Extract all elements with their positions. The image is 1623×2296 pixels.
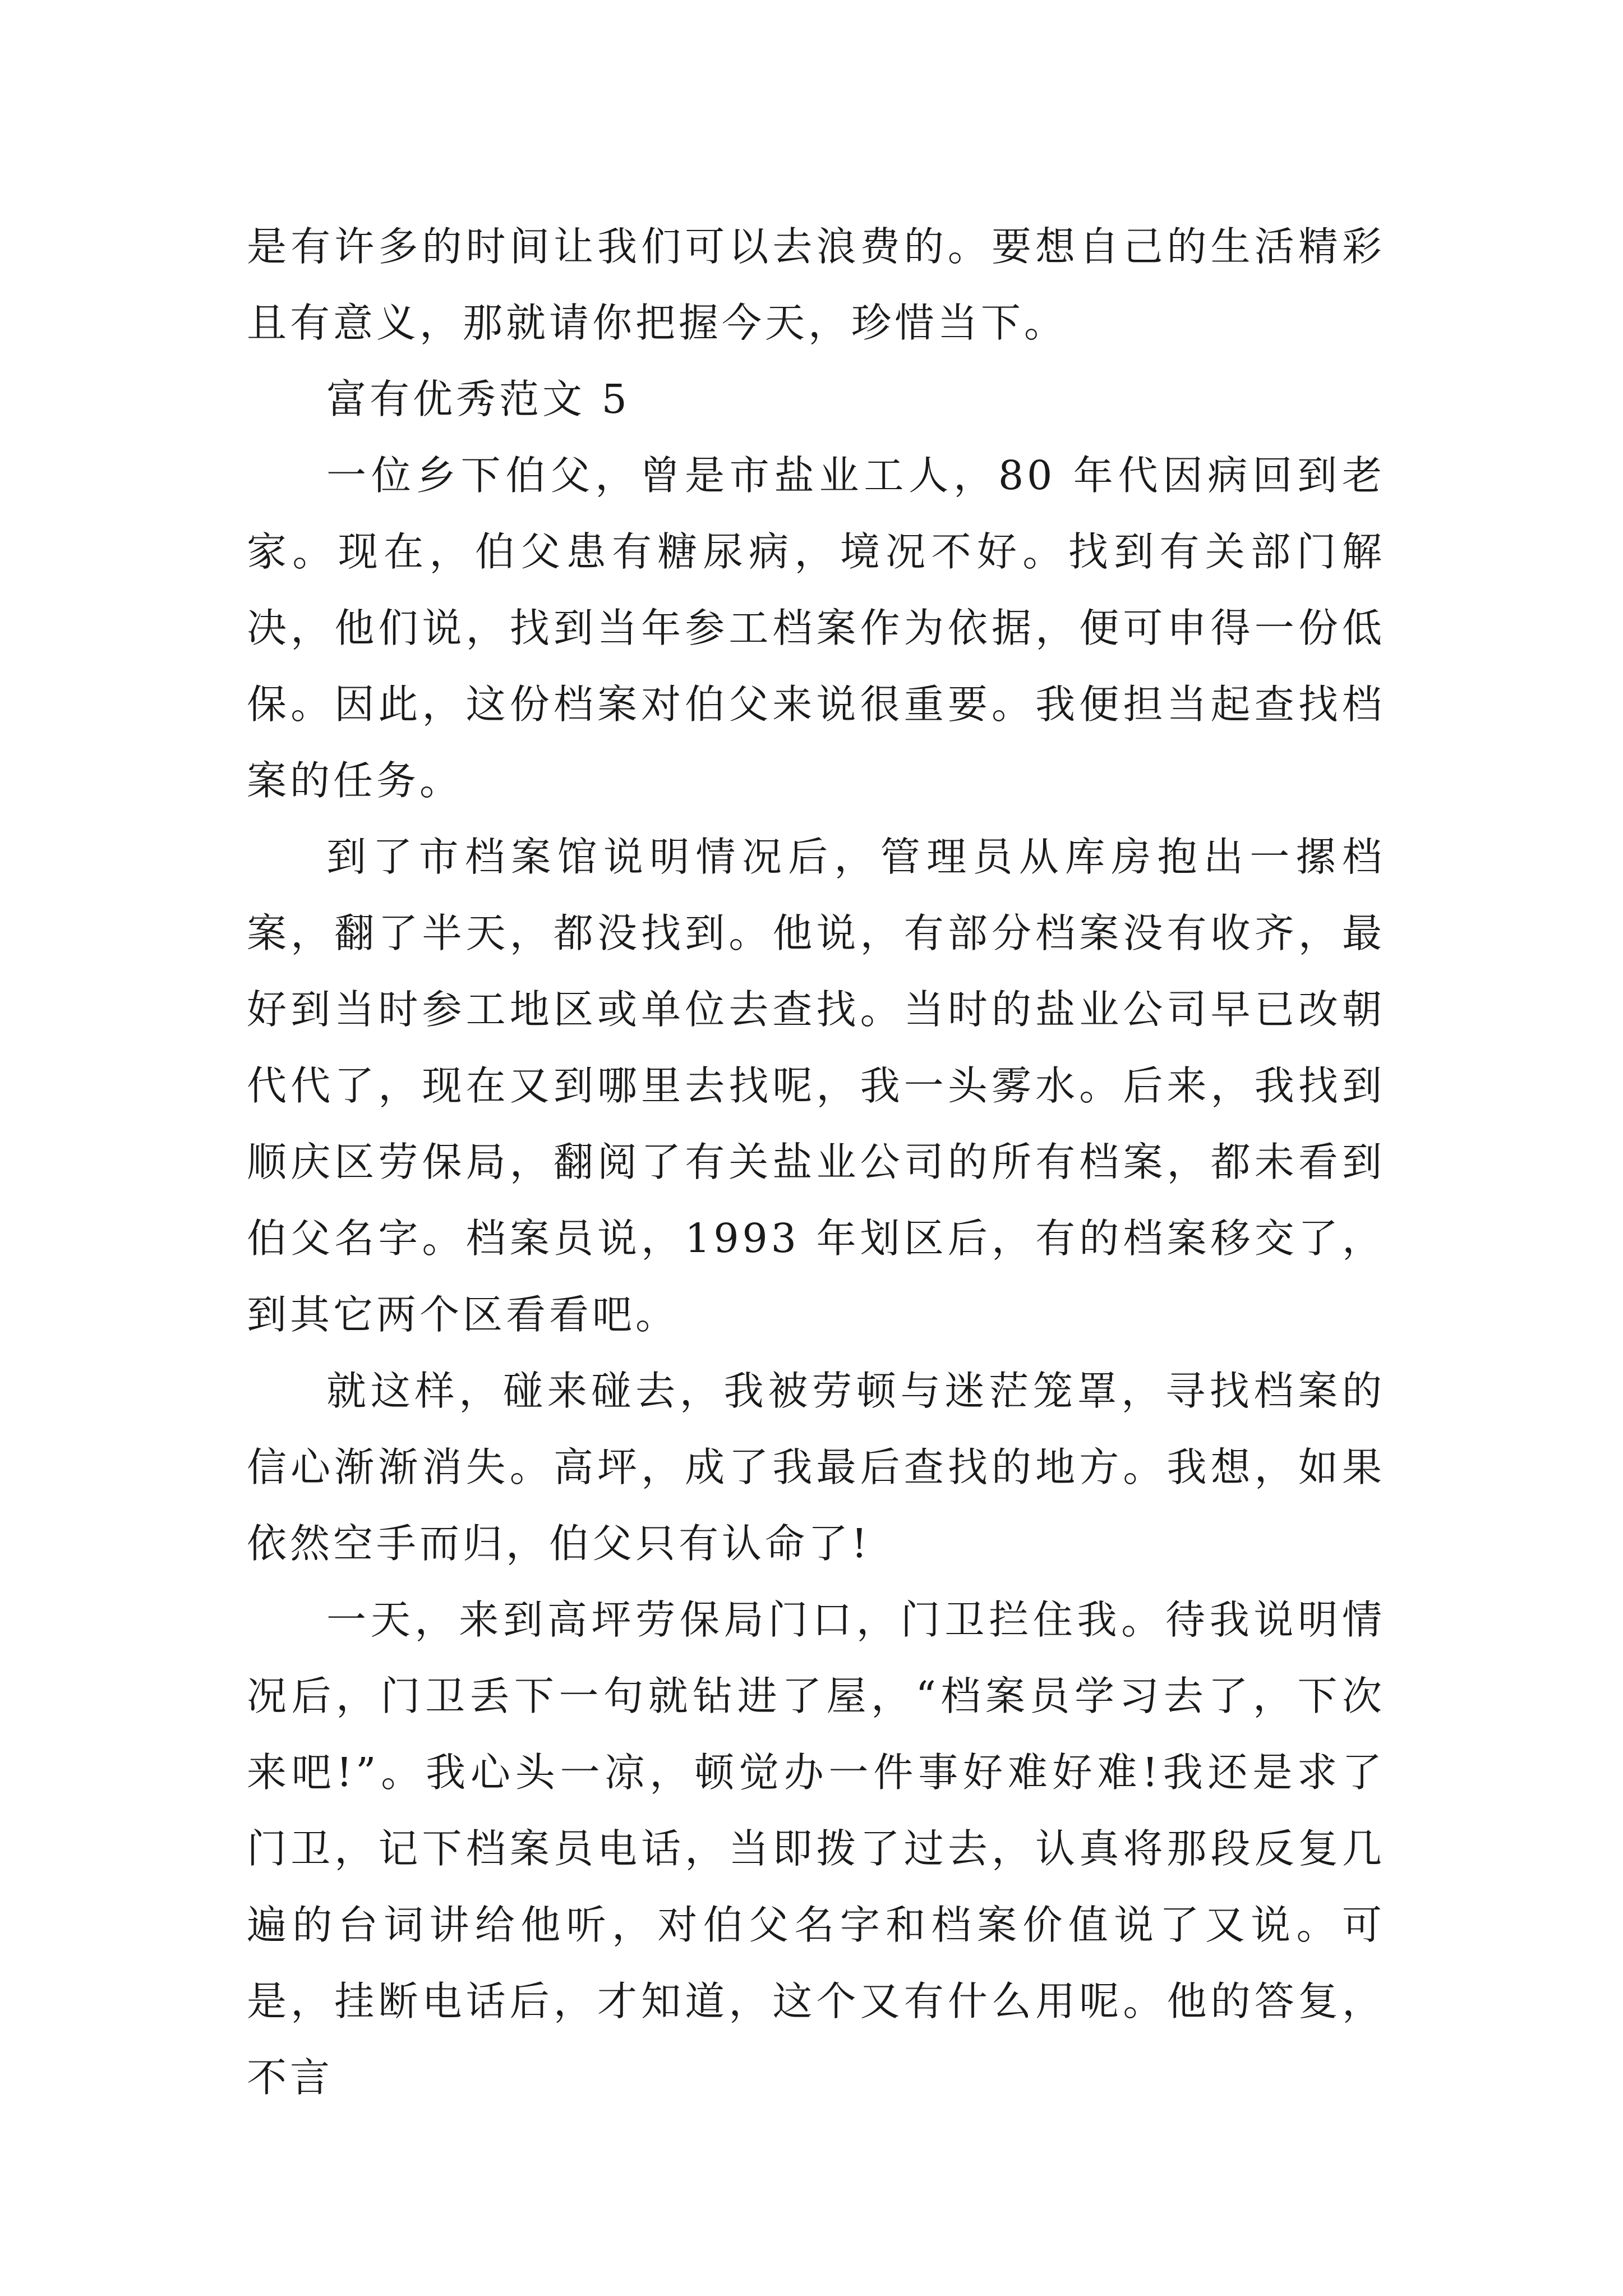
paragraph-2: 一位乡下伯父，曾是市盐业工人，80 年代因病回到老家。现在，伯父患有糖尿病，境况不好。找到有关部门解决，他们说，找到当年参工档案作为依据，便可申得一份低保。因此，这份档案对伯父来说很重要。我便担当起查找档案的任务。 bbox=[247, 452, 1385, 804]
paragraph-1: 是有许多的时间让我们可以去浪费的。要想自己的生活精彩且有意义，那就请你把握今天，珍惜当下。 bbox=[247, 223, 1385, 346]
paragraph-3: 到了市档案馆说明情况后，管理员从库房抱出一摞档案，翻了半天，都没找到。他说，有部分档案没有收齐，最好到当时参工地区或单位去查找。当时的盐业公司早已改朝代代了，现在又到哪里去找呢，我一头雾水。后来，我找到顺庆区劳保局，翻阅了有关盐业公司的所有档案，都未看到伯父名字。档案员说，1993 年划区后，有的档案移交了，到其它两个区看看吧。 bbox=[247, 834, 1385, 1338]
paragraph-4: 就这样，碰来碰去，我被劳顿与迷茫笼罩，寻找档案的信心渐渐消失。高坪，成了我最后查找的地方。我想，如果依然空手而归，伯父只有认命了! bbox=[247, 1368, 1385, 1567]
document-body bbox=[247, 209, 1385, 2116]
section-heading: 富有优秀范文 5 bbox=[326, 376, 630, 422]
paragraph-5: 一天，来到高坪劳保局门口，门卫拦住我。待我说明情况后，门卫丢下一句就钻进了屋，“档案员学习去了，下次来吧!”。我心头一凉，顿觉办一件事好难好难!我还是求了门卫，记下档案员电话，当即拨了过去，认真将那段反复几遍的台词讲给他听，对伯父名字和档案价值说了又说。可是，挂断电话后，才知道，这个又有什么用呢。他的答复，不言 bbox=[247, 1596, 1385, 2101]
